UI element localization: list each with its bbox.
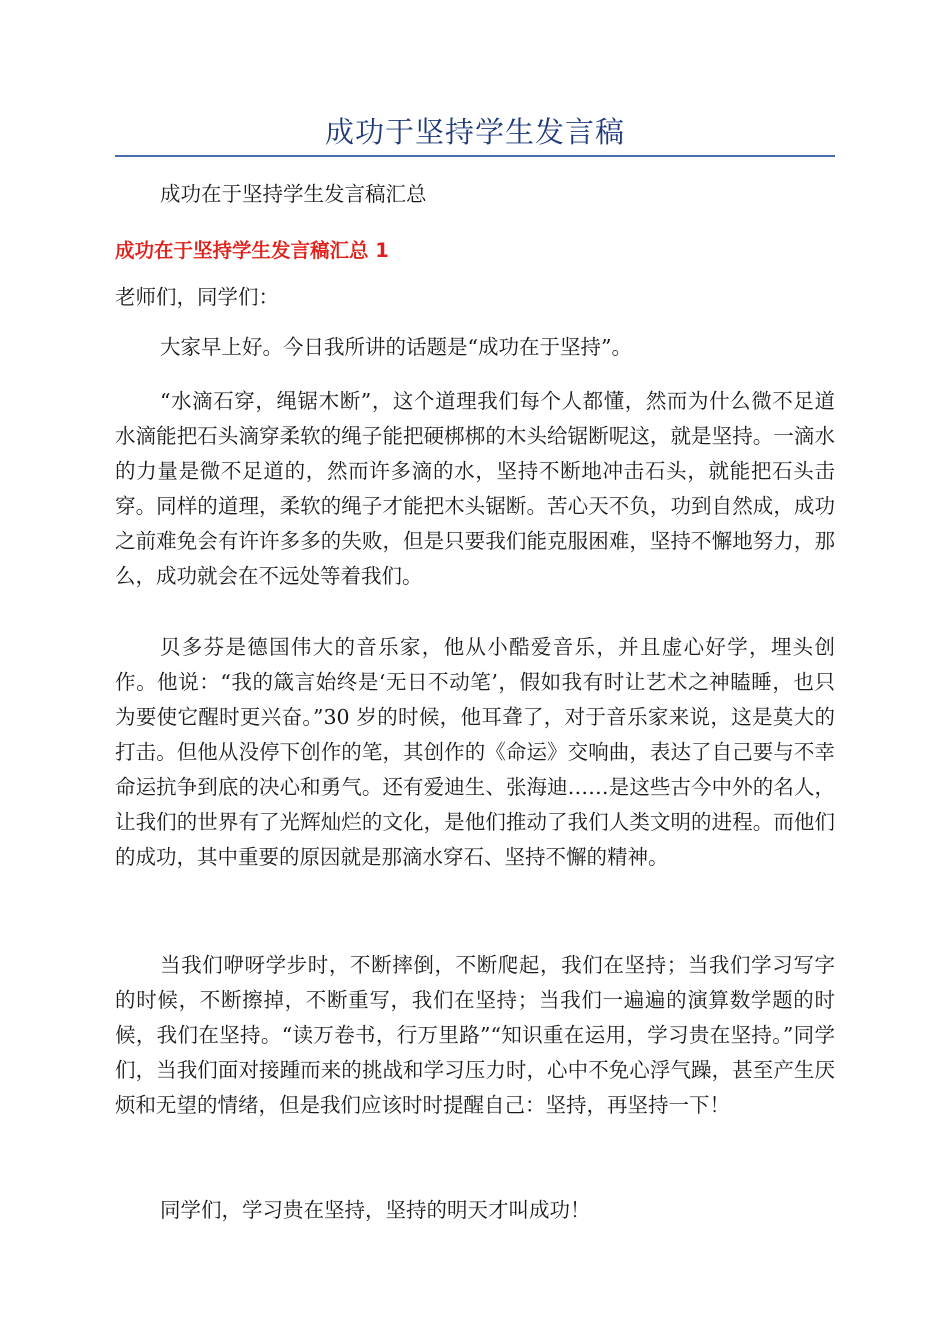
paragraph-water-drop: “水滴石穿，绳锯木断”，这个道理我们每个人都懂，然而为什么微不足道水滴能把石头滴穿柔软的绳子能把硬梆梆的木头给锯断呢这，就是坚持。一滴水的力量是微不足道的，然而许多滴的水，坚持不断地冲击石头，就能把石头击穿。同样的道理，柔软的绳子才能把木头锯断。苦心天不负，功到自然成，成功之前难免会有许许多多的失败，但是只要我们能克服困难，坚持不懈地努力，那么，成功就会在不远处等着我们。 xyxy=(115,389,835,588)
paragraph-intro: 大家早上好。今日我所讲的话题是“成功在于坚持”。 xyxy=(160,335,632,359)
section-heading: 成功在于坚持学生发言稿汇总 1 xyxy=(115,239,389,262)
document-subtitle: 成功在于坚持学生发言稿汇总 xyxy=(160,182,427,206)
paragraph-persistence: 当我们咿呀学步时，不断摔倒，不断爬起，我们在坚持；当我们学习写字的时候，不断擦掉，不断重写，我们在坚持；当我们一遍遍的演算数学题的时候，我们在坚持。“读万卷书，行万里路”“知识重在运用，学习贵在坚持。”同学们，当我们面对接踵而来的挑战和学习压力时，心中不免心浮气躁，甚至产生厌烦和无望的情绪，但是我们应该时时提醒自己：坚持，再坚持一下！ xyxy=(115,953,835,1117)
greeting-line: 老师们，同学们： xyxy=(115,285,279,309)
paragraph-beethoven: 贝多芬是德国伟大的音乐家，他从小酷爱音乐，并且虚心好学，埋头创作。他说：“我的箴言始终是‘无日不动笔’，假如我有时让艺术之神瞌睡，也只为要使它醒时更兴奋。”30 岁的时候，他耳聋了，对于音乐家来说，这是莫大的打击。但他从没停下创作的笔，其创作的《命运》交响曲，表达了自己要与不幸命运抗争到底的决心和勇气。还有爱迪生、张海迪……是这些古今中外的名人，让我们的世界有了光辉灿烂的文化，是他们推动了我们人类文明的进程。而他们的成功，其中重要的原因就是那滴水穿石、坚持不懈的精神。 xyxy=(115,635,835,869)
document-title: 成功于坚持学生发言稿 xyxy=(324,115,625,149)
title-divider xyxy=(115,155,835,157)
paragraph-closing: 同学们，学习贵在坚持，坚持的明天才叫成功！ xyxy=(160,1198,591,1222)
